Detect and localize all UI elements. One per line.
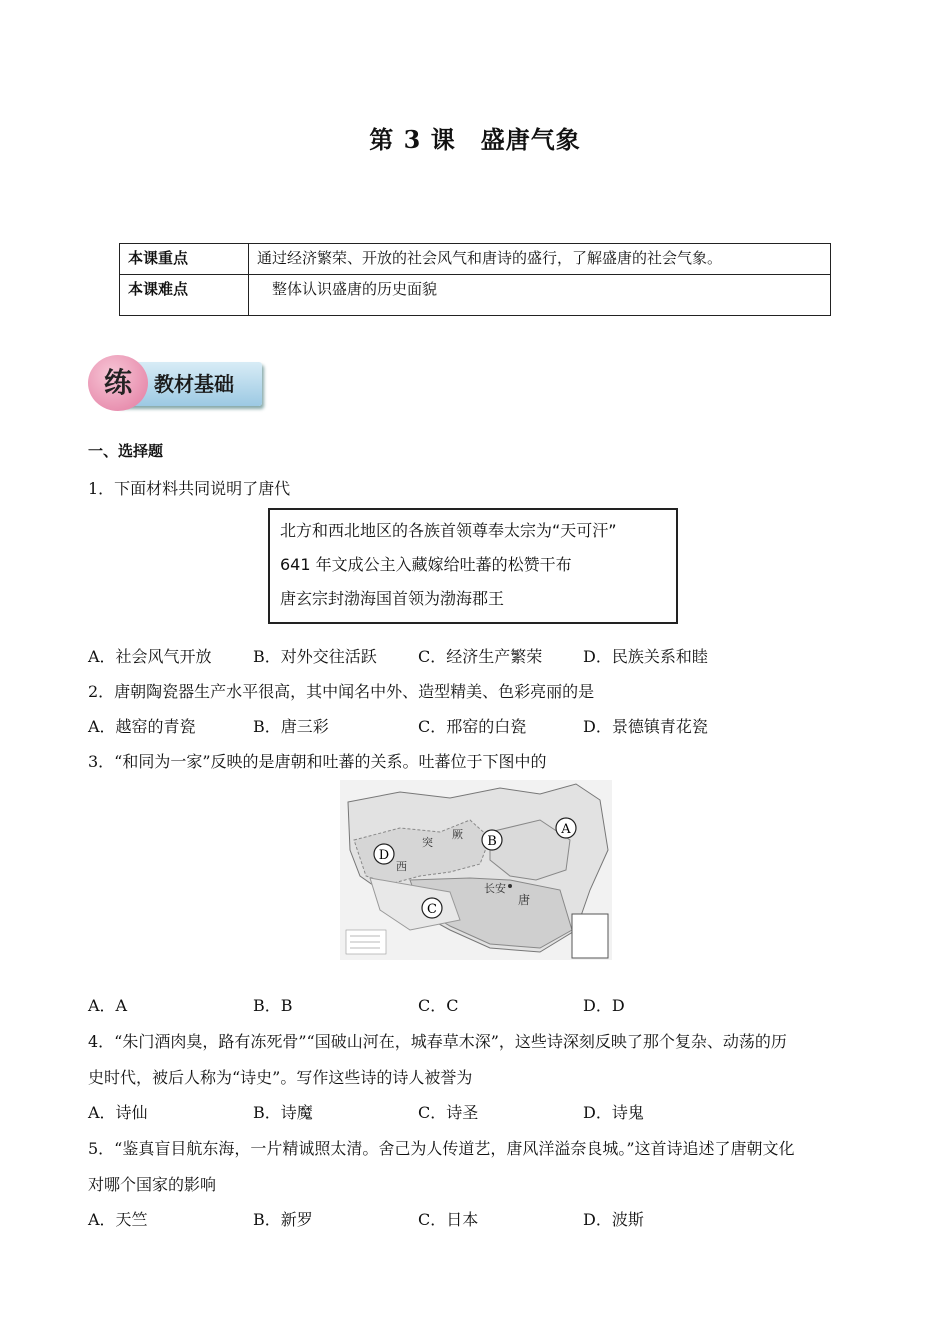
inset-map (572, 914, 608, 958)
section-title: 一、选择题 (88, 442, 164, 460)
map-label-tang: 唐 (518, 893, 531, 907)
question-2-options (88, 714, 848, 738)
tang-map (340, 780, 612, 960)
option-b: B．新罗 (253, 1210, 313, 1229)
badge-circle: 练 (88, 355, 148, 411)
option-d: D．景德镇青花瓷 (583, 717, 708, 736)
marker-c-label: C (427, 902, 437, 917)
changan-dot (508, 884, 512, 888)
page-title: 第 3 课 盛唐气象 (369, 125, 581, 154)
map-label-xi: 西 (396, 860, 407, 873)
material-line: 唐玄宗封渤海国首领为渤海郡王 (280, 589, 505, 608)
marker-b-label: B (487, 834, 497, 849)
key-point-label: 本课重点 (120, 244, 249, 275)
question-1-text: 1．下面材料共同说明了唐代 (88, 479, 291, 498)
marker-a-label: A (561, 822, 571, 837)
option-a: A．天竺 (88, 1210, 148, 1229)
option-d: D．D (583, 996, 625, 1015)
option-a: A．诗仙 (88, 1103, 148, 1122)
section-badge (88, 355, 268, 411)
material-line: 北方和西北地区的各族首领尊奉太宗为“天可汗” (280, 521, 617, 540)
option-c: C．诗圣 (418, 1103, 479, 1122)
option-b: B．B (253, 996, 293, 1015)
difficulty-label: 本课难点 (120, 275, 249, 316)
question-1-options (88, 644, 848, 668)
question-5-text: 5．“鉴真盲目航东海，一片精诚照太清。舍己为人传道艺，唐风洋溢奈良城。”这首诗追述了唐朝文化 (88, 1139, 795, 1158)
badge-label: 教材基础 (154, 372, 234, 396)
option-c: C．日本 (418, 1210, 479, 1229)
question-3-options (88, 993, 848, 1017)
table-row (120, 244, 831, 275)
option-c: C．邢窑的白瓷 (418, 717, 527, 736)
question-4-options (88, 1100, 848, 1124)
question-4-text: 4．“朱门酒肉臭，路有冻死骨”“国破山河在，城春草木深”，这些诗深刻反映了那个复杂、动荡的历 (88, 1032, 787, 1051)
map-label-jue: 厥 (452, 828, 463, 841)
option-a: A．A (88, 996, 128, 1015)
difficulty-content: 整体认识盛唐的历史面貌 (249, 275, 831, 316)
option-b: B．诗魔 (253, 1103, 313, 1122)
option-d: D．诗鬼 (583, 1103, 644, 1122)
table-row (120, 275, 831, 316)
question-5-text-cont: 对哪个国家的影响 (88, 1175, 217, 1194)
marker-d-label: D (378, 848, 390, 863)
material-box (268, 508, 678, 624)
question-4-text-cont: 史时代，被后人称为“诗史”。写作这些诗的诗人被誉为 (88, 1068, 473, 1087)
option-a: A．社会风气开放 (88, 647, 212, 666)
question-3-text: 3．“和同为一家”反映的是唐朝和吐蕃的关系。吐蕃位于下图中的 (88, 752, 547, 771)
option-b: B．唐三彩 (253, 717, 329, 736)
option-c: C．C (418, 996, 459, 1015)
question-5-options (88, 1207, 848, 1231)
map-label-changan: 长安 (484, 882, 506, 895)
option-c: C．经济生产繁荣 (418, 647, 543, 666)
map-label-tu: 突 (422, 836, 433, 849)
option-d: D．民族关系和睦 (583, 647, 708, 666)
option-b: B．对外交往活跃 (253, 647, 377, 666)
question-2-text: 2．唐朝陶瓷器生产水平很高，其中闻名中外、造型精美、色彩亮丽的是 (88, 682, 595, 701)
key-points-table (119, 243, 831, 316)
key-point-content: 通过经济繁荣、开放的社会风气和唐诗的盛行，了解盛唐的社会气象。 (249, 244, 831, 275)
option-a: A．越窑的青瓷 (88, 717, 196, 736)
material-line: 641 年文成公主入藏嫁给吐蕃的松赞干布 (280, 555, 572, 574)
option-d: D．波斯 (583, 1210, 644, 1229)
